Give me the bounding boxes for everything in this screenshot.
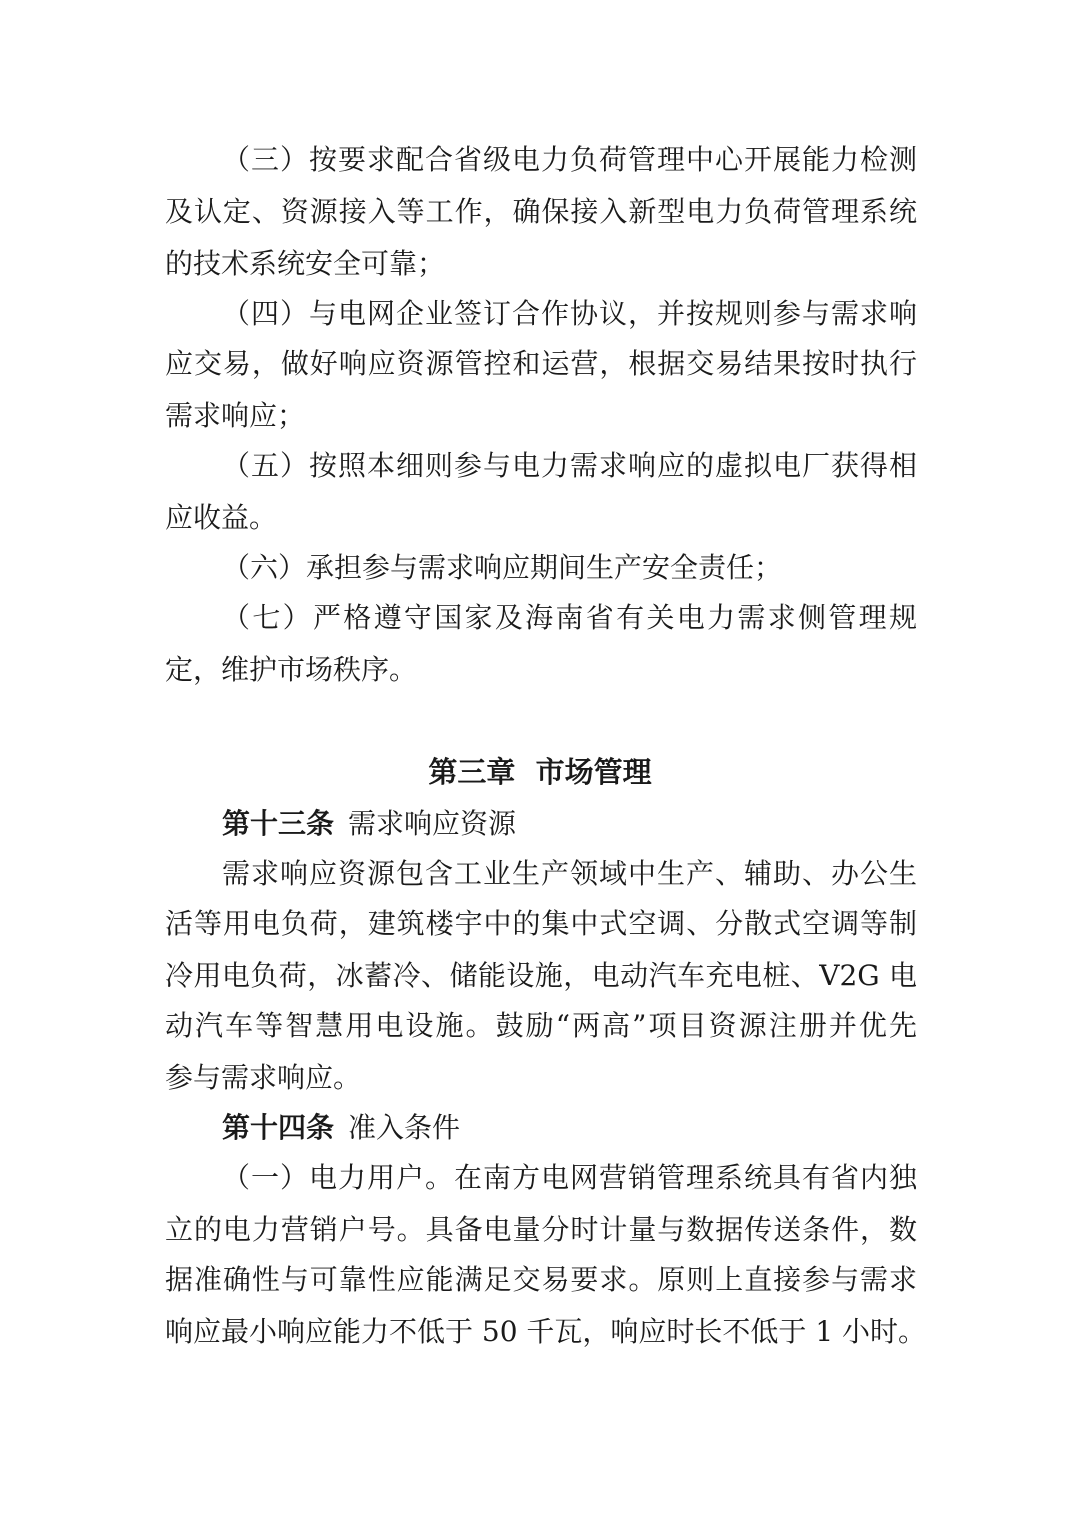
article-14-heading xyxy=(222,1102,917,1154)
article-14-label: 第十四条 xyxy=(222,1111,335,1144)
article-14-line-1: （一）电力用户。在南方电网营销管理系统具有省内独 xyxy=(222,1161,917,1194)
item-5-line-2: 应收益。 xyxy=(165,501,278,534)
item-3-line-2: 及认定、资源接入等工作，确保接入新型电力负荷管理系统 xyxy=(165,195,917,228)
article-13-line-3: 冷用电负荷，冰蓄冷、储能设施，电动汽车充电桩、V2G 电 xyxy=(165,959,917,992)
item-7-line-2: 定，维护市场秩序。 xyxy=(165,653,418,686)
item-4-line-3: 需求响应； xyxy=(165,399,306,432)
article-14-line-3: 据准确性与可靠性应能满足交易要求。原则上直接参与需求 xyxy=(165,1263,917,1296)
item-5-line-1: （五）按照本细则参与电力需求响应的虚拟电厂获得相 xyxy=(222,449,917,482)
article-13-heading xyxy=(222,798,917,850)
article-14-line-2: 立的电力营销户号。具备电量分时计量与数据传送条件，数 xyxy=(165,1213,917,1246)
item-4-line-2: 应交易，做好响应资源管控和运营，根据交易结果按时执行 xyxy=(165,347,917,380)
article-13-line-5: 参与需求响应。 xyxy=(165,1061,362,1094)
chapter-title: 第三章 市场管理 xyxy=(428,755,652,789)
item-6-line-1: （六）承担参与需求响应期间生产安全责任； xyxy=(222,551,783,584)
article-14-title: 准入条件 xyxy=(348,1111,461,1144)
item-4-line-1: （四）与电网企业签订合作协议，并按规则参与需求响 xyxy=(222,297,917,330)
article-13-title: 需求响应资源 xyxy=(348,807,517,840)
article-13-line-4: 动汽车等智慧用电设施。鼓励“两高”项目资源注册并优先 xyxy=(165,1009,917,1042)
item-3-line-1: （三）按要求配合省级电力负荷管理中心开展能力检测 xyxy=(222,143,917,176)
article-13-label: 第十三条 xyxy=(222,807,335,840)
article-14-line-4: 响应最小响应能力不低于 50 千瓦，响应时长不低于 1 小时。 xyxy=(165,1315,927,1348)
article-13-line-1: 需求响应资源包含工业生产领域中生产、辅助、办公生 xyxy=(222,857,917,890)
item-3-line-3: 的技术系统安全可靠； xyxy=(165,247,446,280)
article-13-line-2: 活等用电负荷，建筑楼宇中的集中式空调、分散式空调等制 xyxy=(165,907,917,940)
item-7-line-1: （七）严格遵守国家及海南省有关电力需求侧管理规 xyxy=(222,601,917,634)
